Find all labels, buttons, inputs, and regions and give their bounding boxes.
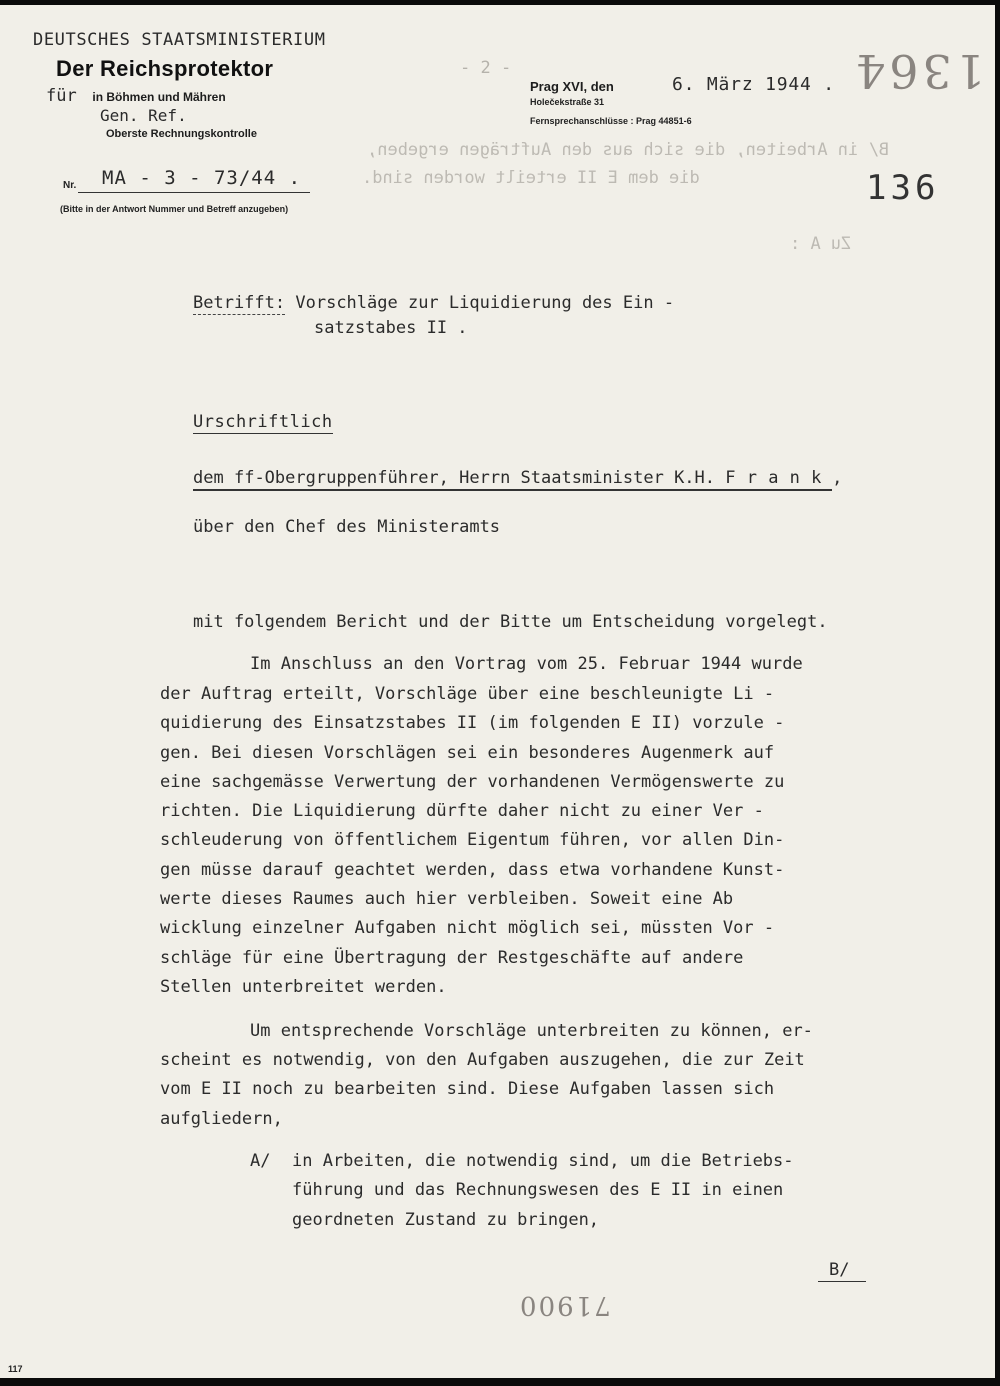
scan-edge-right [995, 0, 1000, 1386]
page-marker: - 2 - [460, 58, 512, 78]
body-line: werte dieses Raumes auch hier verbleiben. Soweit eine Ab [160, 889, 734, 909]
body-line: richten. Die Liquidierung dürfte daher nicht zu einer Ver - [160, 801, 764, 821]
body-line: der Auftrag erteilt, Vorschläge über eine beschleunigte Li - [160, 684, 775, 704]
subject-label: Betrifft: [193, 293, 286, 313]
body-line: wicklung einzelner Aufgaben nicht möglich sei, müssten Vor - [160, 918, 775, 938]
body-line: eine sachgemässe Verwertung der vorhandenen Vermögenswerte zu [160, 772, 785, 792]
region-name: in Böhmen und Mähren [92, 90, 226, 104]
ministry-line: DEUTSCHES STAATSMINISTERIUM [33, 30, 326, 50]
subject-line-1 [193, 293, 674, 313]
form-number: 117 [8, 1364, 23, 1374]
continuation-marker: B/ [829, 1260, 850, 1280]
bleed-through-line: B/ in Arbeiten, die sich aus den Aufträgen ergeben, [367, 140, 889, 160]
bleed-through-line: die dem E II erteilt worden sind. [362, 168, 700, 188]
body-line: vom E II noch zu bearbeiten sind. Diese Aufgaben lassen sich [160, 1079, 775, 1099]
department-line: Gen. Ref. [100, 106, 187, 125]
list-item-line: geordneten Zustand zu bringen, [292, 1210, 600, 1230]
body-line: schleuderung von öffentlichem Eigentum führen, vor allen Din- [160, 830, 785, 850]
list-item-line: in Arbeiten, die notwendig sind, um die Betriebs- [292, 1151, 794, 1171]
phone-numbers: Fernsprechanschlüsse : Prag 44851-6 [530, 116, 692, 126]
list-item-line: führung und das Rechnungswesen des E II in einen [292, 1180, 784, 1200]
subject-text: Vorschläge zur Liquidierung des Ein - [295, 293, 675, 313]
scan-edge-bottom [0, 1378, 1000, 1386]
reference-number: MA - 3 - 73/44 . [102, 167, 302, 189]
recipient-line [193, 468, 842, 488]
continuation-underline [818, 1281, 866, 1282]
subject-line-2: satzstabes II . [314, 318, 468, 338]
authority-title: Der Reichsprotektor [56, 56, 274, 81]
body-line: Stellen unterbreitet werden. [160, 977, 447, 997]
recipient-rank: ff-Obergruppenführer, Herrn Staatsminister K.H. [233, 468, 716, 488]
recipient-suffix: , [832, 468, 843, 488]
body-line: Im Anschluss an den Vortrag vom 25. Februar 1944 wurde [250, 654, 803, 674]
recipient-prefix: dem [193, 468, 224, 488]
body-line: quidierung des Einsatzstabes II (im folgenden E II) vorzule - [160, 713, 785, 733]
place-label: Prag XVI, den [530, 79, 614, 94]
list-item-label: A/ [250, 1151, 271, 1171]
recipient-name: F r a n k [725, 468, 822, 488]
reference-label: Nr. [63, 180, 77, 191]
street-address: Holečekstraße 31 [530, 97, 605, 107]
body-line: schläge für eine Übertragung der Restgeschäfte auf andere [160, 948, 744, 968]
body-line: aufgliedern, [160, 1109, 283, 1129]
scan-edge-top [0, 0, 1000, 5]
folio-stamp: 136 [866, 168, 940, 208]
office-line: Oberste Rechnungskontrolle [106, 128, 257, 140]
bleed-through-line: Zu A : [790, 234, 852, 254]
body-line: gen müsse darauf geachtet werden, dass etwa vorhandene Kunst- [160, 860, 785, 880]
region-prefix: für [46, 86, 77, 106]
routing-via: über den Chef des Ministeramts [193, 517, 501, 537]
body-line: scheint es notwendig, von den Aufgaben auszugehen, die zur Zeit [160, 1050, 805, 1070]
archive-number: 1364 [852, 44, 986, 98]
reference-underline [78, 192, 310, 193]
letter-date: 6. März 1944 . [672, 74, 835, 95]
body-line: gen. Bei diesen Vorschlägen sei ein besonderes Augenmerk auf [160, 743, 775, 763]
footer-handwritten-number: 71900 [518, 1290, 611, 1320]
recipient-underlined [193, 468, 832, 491]
region-line [46, 86, 226, 106]
body-line: Um entsprechende Vorschläge unterbreiten zu können, er- [250, 1021, 813, 1041]
reference-note: (Bitte in der Antwort Nummer und Betreff anzugeben) [60, 204, 289, 214]
routing-submission: mit folgendem Bericht und der Bitte um Entscheidung vorgelegt. [193, 612, 828, 632]
routing-heading: Urschriftlich [193, 412, 333, 432]
